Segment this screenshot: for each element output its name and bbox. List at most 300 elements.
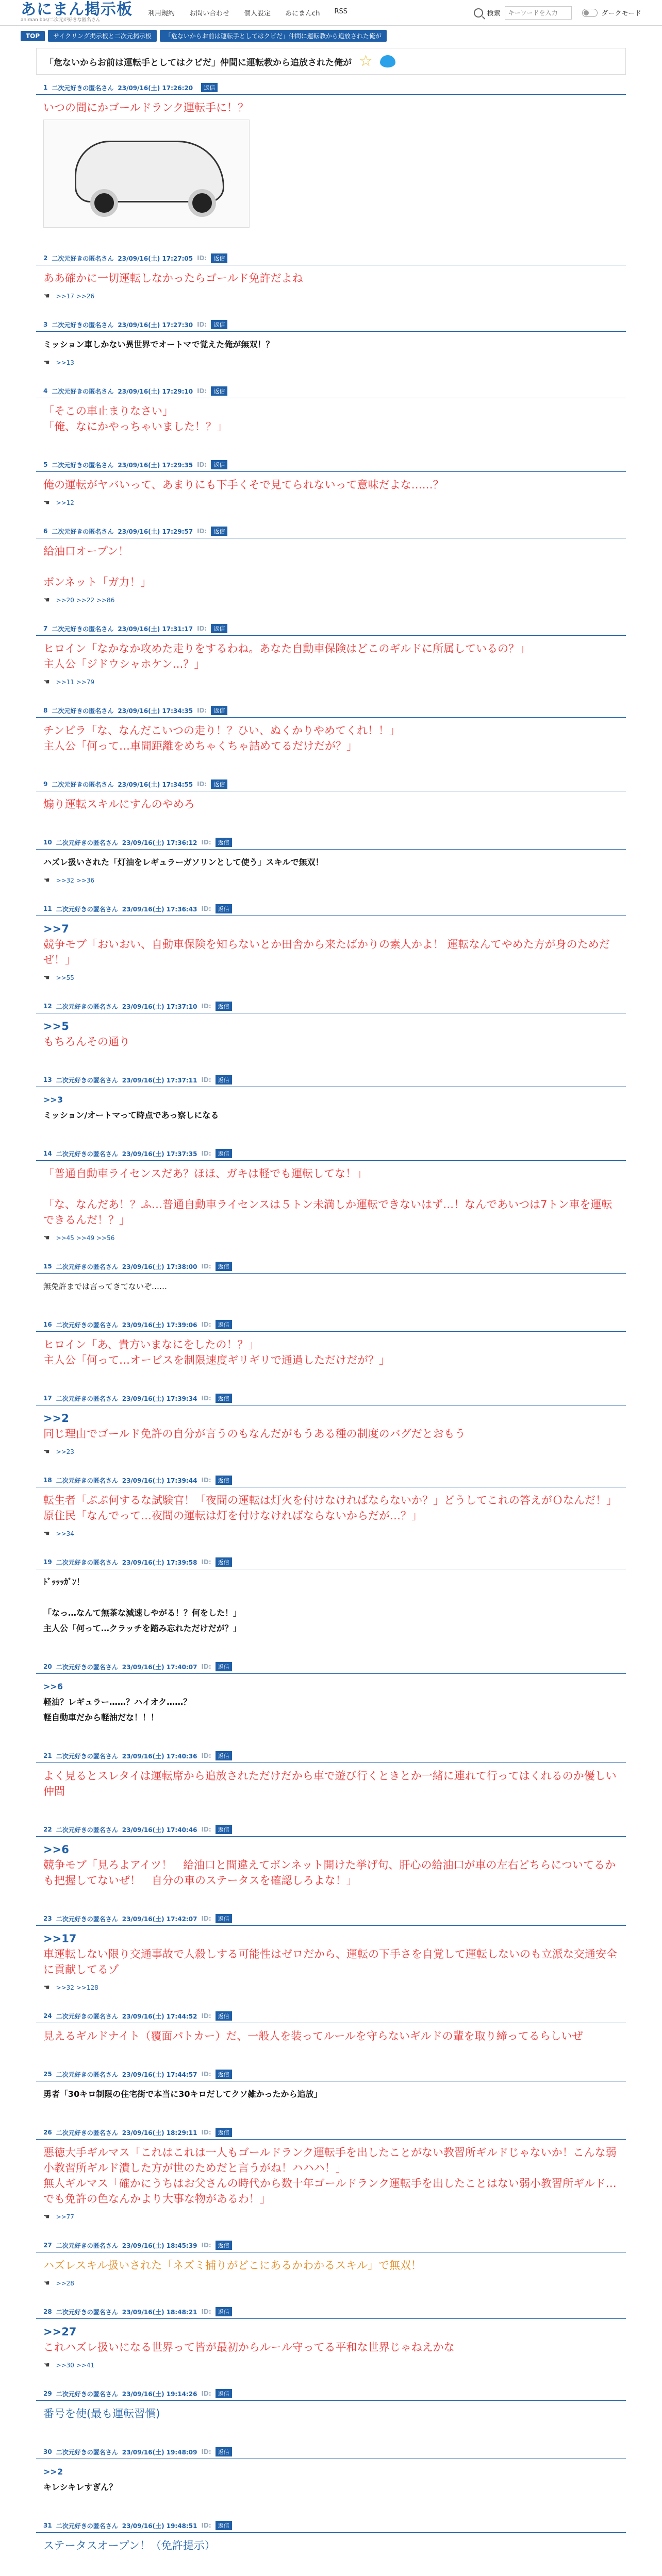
reply-button[interactable]: 返信 [216, 1557, 232, 1567]
post-number[interactable]: 16 [43, 1321, 52, 1328]
post-meta [36, 1073, 626, 1087]
post-date: 23/09/16(土) 17:40:36 [122, 1752, 197, 1760]
post-number[interactable]: 10 [43, 839, 52, 846]
post-body [36, 1274, 626, 1294]
post-number[interactable]: 25 [43, 2071, 52, 2078]
post-date: 23/09/16(土) 17:29:10 [118, 387, 193, 395]
poster-id: ID: [201, 2390, 211, 2397]
reply-button[interactable]: 返信 [216, 1149, 232, 1158]
post-number[interactable]: 23 [43, 1915, 52, 1922]
post-number[interactable]: 19 [43, 1558, 52, 1566]
reply-links[interactable]: >>32 >>128 [56, 1984, 98, 1991]
post-line: ステータスオープン！（免許提示） [43, 2539, 216, 2552]
post-body [36, 1161, 626, 1228]
post-number[interactable]: 28 [43, 2308, 52, 2315]
post-line: 悪徳大手ギルマス「これはこれは一人もゴールドランク運転手を出したことがない教習所ギルドじゃないか！こんな弱小教習所ギルド潰した方が世のためだと言うがね！ハハハ！」 [43, 2146, 617, 2174]
post [36, 1749, 626, 1809]
poster-name: 二次元好きの匿名さん [52, 707, 114, 715]
reply-button[interactable]: 返信 [216, 2011, 232, 2021]
post-footer [36, 286, 626, 304]
reply-button[interactable]: 返信 [216, 1002, 232, 1011]
reply-anchor[interactable]: >>2 [43, 2467, 63, 2477]
post-body [36, 2401, 626, 2421]
poster-id: ID: [201, 1558, 211, 1566]
post [36, 1073, 626, 1133]
post-date: 23/09/16(土) 17:40:46 [122, 1826, 197, 1834]
reply-hand-icon: ☚ [43, 678, 50, 686]
poster-id: ID: [201, 839, 211, 846]
post-number[interactable]: 21 [43, 1752, 52, 1759]
post-body [36, 1405, 626, 1442]
post [36, 2239, 626, 2292]
post-number[interactable]: 17 [43, 1395, 52, 1402]
post-date: 23/09/16(土) 19:48:51 [122, 2522, 197, 2530]
post-body [36, 2140, 626, 2207]
post-number[interactable]: 4 [43, 387, 48, 395]
post-footer [36, 2102, 626, 2112]
reply-links[interactable]: >>13 [56, 359, 74, 366]
poster-name: 二次元好きの匿名さん [56, 2129, 118, 2137]
reply-anchor[interactable]: >>5 [43, 1020, 69, 1032]
post-body [36, 332, 626, 352]
post [36, 2067, 626, 2112]
poster-name: 二次元好きの匿名さん [56, 905, 118, 913]
reply-links[interactable]: >>12 [56, 499, 74, 506]
reply-button[interactable]: 返信 [216, 1075, 232, 1084]
dark-mode-label: ダークモード [601, 10, 641, 18]
post-body [36, 850, 626, 870]
reply-links[interactable]: >>23 [56, 1448, 74, 1455]
post-footer [36, 590, 626, 608]
post-footer [36, 1123, 626, 1133]
nav-settings[interactable]: 個人設定 [244, 10, 271, 18]
post [36, 1555, 626, 1647]
poster-id: ID: [197, 387, 207, 395]
poster-name: 二次元好きの匿名さん [56, 2012, 118, 2020]
breadcrumb-top[interactable]: TOP [21, 31, 45, 41]
reply-button[interactable]: 返信 [216, 1476, 232, 1485]
post-line: 軽油？レギュラー……？ハイオク……？ [43, 1697, 192, 1707]
reply-anchor[interactable]: >>7 [43, 923, 69, 935]
reply-button[interactable]: 返信 [216, 2128, 232, 2137]
logo-text: あにまん掲示板 [21, 1, 133, 19]
poster-id: ID: [201, 1263, 211, 1270]
reply-button[interactable]: 返信 [216, 838, 232, 847]
post-number[interactable]: 31 [43, 2522, 52, 2529]
post-date: 23/09/16(土) 17:36:12 [122, 839, 197, 846]
post-footer [36, 1977, 626, 1996]
reply-anchor[interactable]: >>3 [43, 1095, 63, 1105]
post-date: 23/09/16(土) 17:37:11 [122, 1076, 197, 1084]
poster-id: ID: [201, 1826, 211, 1833]
post [36, 2387, 626, 2432]
post-number[interactable]: 22 [43, 1826, 52, 1833]
post-footer [36, 870, 626, 889]
reply-anchor[interactable]: >>6 [43, 1843, 69, 1856]
post-meta [36, 704, 626, 718]
reply-links[interactable]: >>28 [56, 2280, 74, 2287]
post [36, 1660, 626, 1736]
post-number[interactable]: 14 [43, 1150, 52, 1157]
post-date: 23/09/16(土) 19:48:09 [122, 2448, 197, 2456]
post-line: ヒロイン「なかなか攻めた走りをするわね。あなた自動車保険はどこのギルドに所属しているの？」 [43, 642, 531, 655]
post [36, 2009, 626, 2054]
breadcrumb-board[interactable]: サイクリング掲示板と二次元掲示板 [48, 30, 157, 42]
post-meta [36, 902, 626, 916]
post-line: ミッション車しかない異世界でオートマで覚えた俺が無双！？ [43, 340, 274, 349]
post-meta [36, 1318, 626, 1332]
reply-hand-icon: ☚ [43, 359, 50, 367]
post [36, 2519, 626, 2564]
poster-name: 二次元好きの匿名さん [52, 321, 114, 329]
post-number[interactable]: 7 [43, 625, 48, 632]
reply-links[interactable]: >>30 >>41 [56, 2362, 95, 2369]
post-date: 23/09/16(土) 17:40:07 [122, 1663, 197, 1671]
poster-id: ID: [201, 2129, 211, 2136]
post-meta [36, 458, 626, 472]
post-body [36, 1013, 626, 1049]
post-line: 転生者「ぷぷ何するな試験官！「夜間の運転は灯火を付けなければならないか？」どうしてこれの答えがＯなんだ！」 [43, 1494, 617, 1506]
post-number[interactable]: 11 [43, 905, 52, 912]
post-number[interactable]: 8 [43, 707, 48, 714]
post-line: 煽り運転スキルにすんのやめろ [43, 798, 195, 810]
post-meta [36, 2445, 626, 2459]
breadcrumb [0, 26, 662, 46]
post-footer [36, 1049, 626, 1060]
reply-hand-icon: ☚ [43, 876, 50, 885]
reply-button[interactable]: 返信 [211, 386, 227, 396]
post-footer [36, 2044, 626, 2054]
reply-button[interactable]: 返信 [216, 1662, 232, 1671]
post-number[interactable]: 12 [43, 1003, 52, 1010]
poster-name: 二次元好きの匿名さん [52, 625, 114, 633]
post-date: 23/09/16(土) 17:27:05 [118, 255, 193, 262]
post-line: 軽自動車だから軽油だな！！！ [43, 1713, 159, 1722]
post-date: 23/09/16(土) 17:27:30 [118, 321, 193, 329]
post-line: 無免許までは言ってきてないぞ…… [43, 1282, 168, 1291]
post-line: 競争モブ「おいおい、自動車保険を知らないとか田舎から来たばかりの素人かよ！ 運転なんてやめた方が身のためだぜ！」 [43, 938, 610, 966]
nav-contact[interactable]: お問い合わせ [189, 10, 230, 18]
reply-button[interactable]: 返信 [216, 2307, 232, 2316]
post-number[interactable]: 26 [43, 2129, 52, 2136]
top-bar [0, 0, 662, 26]
post [36, 2126, 626, 2225]
post-line: ミッション/オートマって時点であっ察しになる [43, 1110, 219, 1120]
post-date: 23/09/16(土) 17:26:20 [118, 84, 193, 92]
reply-anchor[interactable]: >>2 [43, 1412, 69, 1425]
poster-name: 二次元好きの匿名さん [56, 1663, 118, 1671]
poster-id: ID: [197, 321, 207, 328]
post-meta [36, 2009, 626, 2023]
post-footer [36, 1523, 626, 1542]
post-list [36, 81, 626, 2576]
post-footer [36, 1636, 626, 1647]
poster-name: 二次元好きの匿名さん [52, 255, 114, 262]
reply-links[interactable]: >>55 [56, 974, 74, 981]
post [36, 836, 626, 889]
nav-terms[interactable]: 利用規約 [148, 10, 175, 18]
post-number[interactable]: 9 [43, 781, 48, 788]
post-footer [36, 672, 626, 690]
poster-name: 二次元好きの匿名さん [56, 839, 118, 846]
post-meta [36, 1392, 626, 1405]
post-body [36, 718, 626, 754]
post-number[interactable]: 1 [43, 84, 48, 91]
post-body [36, 2023, 626, 2044]
post-footer [36, 1442, 626, 1460]
post-body [36, 1087, 626, 1123]
post-date: 23/09/16(土) 17:38:00 [122, 1263, 197, 1270]
reply-links[interactable]: >>20 >>22 >>86 [56, 597, 115, 604]
post-date: 23/09/16(土) 17:37:10 [122, 1003, 197, 1010]
search-label: 検索 [487, 10, 501, 18]
poster-name: 二次元好きの匿名さん [56, 1395, 118, 1402]
post-line [43, 559, 619, 574]
poster-id: ID: [201, 1663, 211, 1670]
post [36, 2305, 626, 2374]
post-number[interactable]: 20 [43, 1663, 52, 1670]
reply-button[interactable]: 返信 [216, 2389, 232, 2398]
reply-button[interactable]: 返信 [216, 2447, 232, 2456]
post [36, 458, 626, 511]
post-line: よく見るとスレタイは運転席から追放されただけだから車で遊び行くときとか一緒に連れて行ってはくれるのか優しい仲間 [43, 1770, 617, 1798]
reply-button[interactable]: 返信 [211, 460, 227, 469]
post-body [36, 1926, 626, 1977]
twitter-share-icon[interactable] [380, 55, 395, 67]
reply-button[interactable]: 返信 [211, 706, 227, 715]
post-meta [36, 2519, 626, 2533]
post [36, 1473, 626, 1542]
post-meta [36, 81, 626, 95]
reply-button[interactable]: 返信 [216, 1751, 232, 1760]
post-number[interactable]: 2 [43, 255, 48, 262]
search-area [474, 6, 642, 20]
post-body [36, 1763, 626, 1799]
post-footer [36, 352, 626, 371]
post-number[interactable]: 27 [43, 2242, 52, 2249]
poster-id: ID: [197, 255, 207, 262]
post-meta [36, 1147, 626, 1161]
post-body [36, 398, 626, 434]
reply-hand-icon: ☚ [43, 499, 50, 507]
post-line: 主人公「何って…クラッチを踏み忘れただけだが？」 [43, 1623, 241, 1633]
post-date: 23/09/16(土) 17:29:35 [118, 461, 193, 469]
reply-links[interactable]: >>77 [56, 2213, 74, 2221]
post-date: 23/09/16(土) 17:36:43 [122, 905, 197, 913]
post-number[interactable]: 24 [43, 2012, 52, 2020]
reply-button[interactable]: 返信 [211, 253, 227, 263]
search-icon[interactable] [474, 8, 483, 18]
post-line: ハズレスキル扱いされた「ネズミ捕りがどこにあるかわかるスキル」で無双！ [43, 2259, 422, 2272]
reply-button[interactable]: 返信 [216, 1394, 232, 1403]
poster-name: 二次元好きの匿名さん [56, 1558, 118, 1566]
poster-id: ID: [197, 707, 207, 714]
reply-button[interactable]: 返信 [201, 83, 218, 92]
nav-animanch[interactable]: あにまんch [285, 10, 320, 18]
post-line: 原住民「なんでって…夜間の運転は灯を付けなければならないからだが…？」 [43, 1510, 422, 1522]
reply-button[interactable]: 返信 [216, 1825, 232, 1834]
post-line: ボンネット「ガ力！」 [43, 576, 152, 588]
post-line: 車運転しない限り交通事故で人殺しする可能性はゼロだから、運転の下手さを自覚して運転しないのも立派な交通安全に貢献してるゾ [43, 1948, 617, 1976]
reply-button[interactable]: 返信 [216, 2070, 232, 2079]
post-line: これハズレ扱いになる世界って皆が最初からルール守ってる平和な世界じゃねえかな [43, 2341, 455, 2353]
post [36, 902, 626, 986]
post [36, 2445, 626, 2505]
post-body [36, 1332, 626, 1368]
post-line: 「普通自動車ライセンスだあ？ほほ、ガキは軽でも運転してな！」 [43, 1167, 368, 1180]
post-date: 23/09/16(土) 17:29:57 [118, 528, 193, 535]
post-body [36, 2533, 626, 2553]
poster-id: ID: [197, 461, 207, 468]
post-line: ヒロイン「あ、貴方いまなにをしたの！？」 [43, 1338, 259, 1351]
post-footer [36, 1228, 626, 1246]
post-footer [36, 434, 626, 445]
post-footer [36, 1294, 626, 1304]
post-number[interactable]: 15 [43, 1263, 52, 1270]
post-footer [36, 2207, 626, 2225]
post-date: 23/09/16(土) 17:31:17 [118, 625, 193, 633]
post [36, 81, 626, 238]
reply-button[interactable]: 返信 [216, 2521, 232, 2530]
post-body [36, 472, 626, 493]
post [36, 251, 626, 304]
post-number[interactable]: 3 [43, 321, 48, 328]
reply-button[interactable]: 返信 [216, 1320, 232, 1329]
reply-links[interactable]: >>11 >>79 [56, 679, 95, 686]
post-number[interactable]: 5 [43, 461, 48, 468]
reply-button[interactable]: 返信 [216, 1914, 232, 1923]
post-line: 給油口オープン！ [43, 545, 129, 557]
thread-header [36, 48, 626, 75]
reply-hand-icon: ☚ [43, 292, 50, 300]
post-body [36, 2252, 626, 2273]
post [36, 318, 626, 371]
post-image[interactable] [43, 120, 250, 228]
post-line: 「なっ…なんて無茶な減速しやがる！？何をした！」 [43, 1608, 242, 1618]
post-number[interactable]: 13 [43, 1076, 52, 1083]
post-line: キレシキレすぎん？ [43, 2482, 118, 2492]
post-meta [36, 2305, 626, 2319]
post [36, 384, 626, 445]
reply-anchor[interactable]: >>27 [43, 2326, 77, 2338]
poster-id: ID: [201, 2012, 211, 2020]
post-number[interactable]: 6 [43, 528, 48, 535]
post-body [36, 2459, 626, 2495]
thread-title: 「危ないからお前は運転手としてはクビだ」仲間に運転教から追放された俺が [45, 57, 352, 68]
post-number[interactable]: 30 [43, 2448, 52, 2455]
reply-hand-icon: ☚ [43, 2361, 50, 2369]
reply-button[interactable]: 返信 [216, 2241, 232, 2250]
nav-rss[interactable]: RSS [334, 8, 347, 15]
post-line: 無人ギルマス「確かにうちはお父さんの時代から数十年ゴールドランク運転手を出したことはない弱小教習所ギルド…でも免許の色なんかより大事な物があるわ！」 [43, 2177, 617, 2205]
poster-id: ID: [201, 2242, 211, 2249]
favorite-star-icon[interactable]: ☆ [359, 52, 373, 70]
post-footer [36, 968, 626, 986]
reply-button[interactable]: 返信 [216, 1262, 232, 1271]
post-meta [36, 836, 626, 850]
post-meta [36, 318, 626, 332]
reply-hand-icon: ☚ [43, 1530, 50, 1538]
poster-id: ID: [201, 1150, 211, 1157]
post-line: ああ確かに一切運転しなかったらゴールド免許だよね [43, 272, 303, 284]
post-line: 競争モブ「見ろよアイツ！ 給油口と間違えてボンネット開けた挙げ句、肝心の給油口が車の左右どちらについてるかも把握してないぜ！ 自分の車のステータスを確認しろよな！」 [43, 1859, 616, 1887]
post-date: 23/09/16(土) 17:34:35 [118, 707, 193, 715]
poster-name: 二次元好きの匿名さん [56, 1915, 118, 1923]
reply-hand-icon: ☚ [43, 2279, 50, 2287]
poster-id: ID: [201, 1395, 211, 1402]
poster-name: 二次元好きの匿名さん [52, 461, 114, 469]
reply-links[interactable]: >>45 >>49 >>56 [56, 1234, 115, 1242]
post-line: いつの間にかゴールドランク運転手に！？ [43, 101, 249, 114]
reply-links[interactable]: >>34 [56, 1530, 74, 1537]
post [36, 1912, 626, 1996]
post-line: 「俺、なにかやっちゃいました！？」 [43, 420, 227, 433]
reply-anchor[interactable]: >>6 [43, 1682, 63, 1691]
post [36, 1392, 626, 1460]
wheel-shape [90, 189, 118, 217]
post [36, 1260, 626, 1304]
search-input[interactable] [505, 6, 572, 20]
post-meta [36, 2387, 626, 2401]
dark-mode-toggle[interactable] [582, 9, 598, 17]
poster-name: 二次元好きの匿名さん [52, 84, 114, 92]
reply-button[interactable]: 返信 [211, 527, 227, 536]
post-body [36, 2319, 626, 2355]
poster-name: 二次元好きの匿名さん [56, 2522, 118, 2530]
post-date: 23/09/16(土) 17:34:55 [118, 781, 193, 788]
reply-links[interactable]: >>17 >>26 [56, 293, 95, 300]
site-logo[interactable] [21, 2, 133, 23]
post-line: チンピラ「な、なんだこいつの走り！？ひい、ぬくかりやめてくれ！！」 [43, 724, 400, 737]
post-meta [36, 2239, 626, 2252]
reply-hand-icon: ☚ [43, 1448, 50, 1456]
post-date: 23/09/16(土) 17:37:35 [122, 1150, 197, 1158]
post-meta [36, 999, 626, 1013]
post-line: ハズレ扱いされた「灯油をレギュラーガソリンとして使う」スキルで無双！ [43, 857, 324, 867]
poster-id: ID: [201, 2308, 211, 2315]
post-date: 23/09/16(土) 17:42:07 [122, 1915, 197, 1923]
reply-button[interactable]: 返信 [211, 624, 227, 633]
post-line: 番号を使(最も運転習慣) [43, 2408, 160, 2420]
reply-links[interactable]: >>32 >>36 [56, 877, 95, 884]
post [36, 622, 626, 690]
poster-name: 二次元好きの匿名さん [56, 1263, 118, 1270]
post-number[interactable]: 18 [43, 1477, 52, 1484]
post-meta [36, 1823, 626, 1837]
post-date: 23/09/16(土) 18:29:11 [122, 2129, 197, 2137]
reply-hand-icon: ☚ [43, 974, 50, 982]
poster-name: 二次元好きの匿名さん [56, 1150, 118, 1158]
reply-button[interactable]: 返信 [211, 779, 227, 789]
post-footer [36, 754, 626, 764]
post-body [36, 265, 626, 286]
post-footer [36, 1799, 626, 1809]
post-number[interactable]: 29 [43, 2390, 52, 2397]
post-body [36, 95, 626, 115]
reply-anchor[interactable]: >>17 [43, 1933, 77, 1945]
poster-name: 二次元好きの匿名さん [56, 2448, 118, 2456]
reply-button[interactable]: 返信 [211, 320, 227, 329]
post-line: 「そこの車止まりなさい」 [43, 405, 173, 417]
breadcrumb-thread[interactable]: 「危ないからお前は運転手としてはクビだ」仲間に運転教から追放された俺が [160, 30, 387, 42]
reply-hand-icon: ☚ [43, 2213, 50, 2221]
post-footer [36, 1368, 626, 1378]
post-date: 23/09/16(土) 17:39:34 [122, 1395, 197, 1402]
post-meta [36, 1555, 626, 1569]
reply-button[interactable]: 返信 [216, 904, 232, 913]
post-line: 勇者「30キロ制限の住宅街で本当に30キロだしてクソ雑かったから追放」 [43, 2089, 322, 2099]
poster-name: 二次元好きの匿名さん [56, 2308, 118, 2316]
